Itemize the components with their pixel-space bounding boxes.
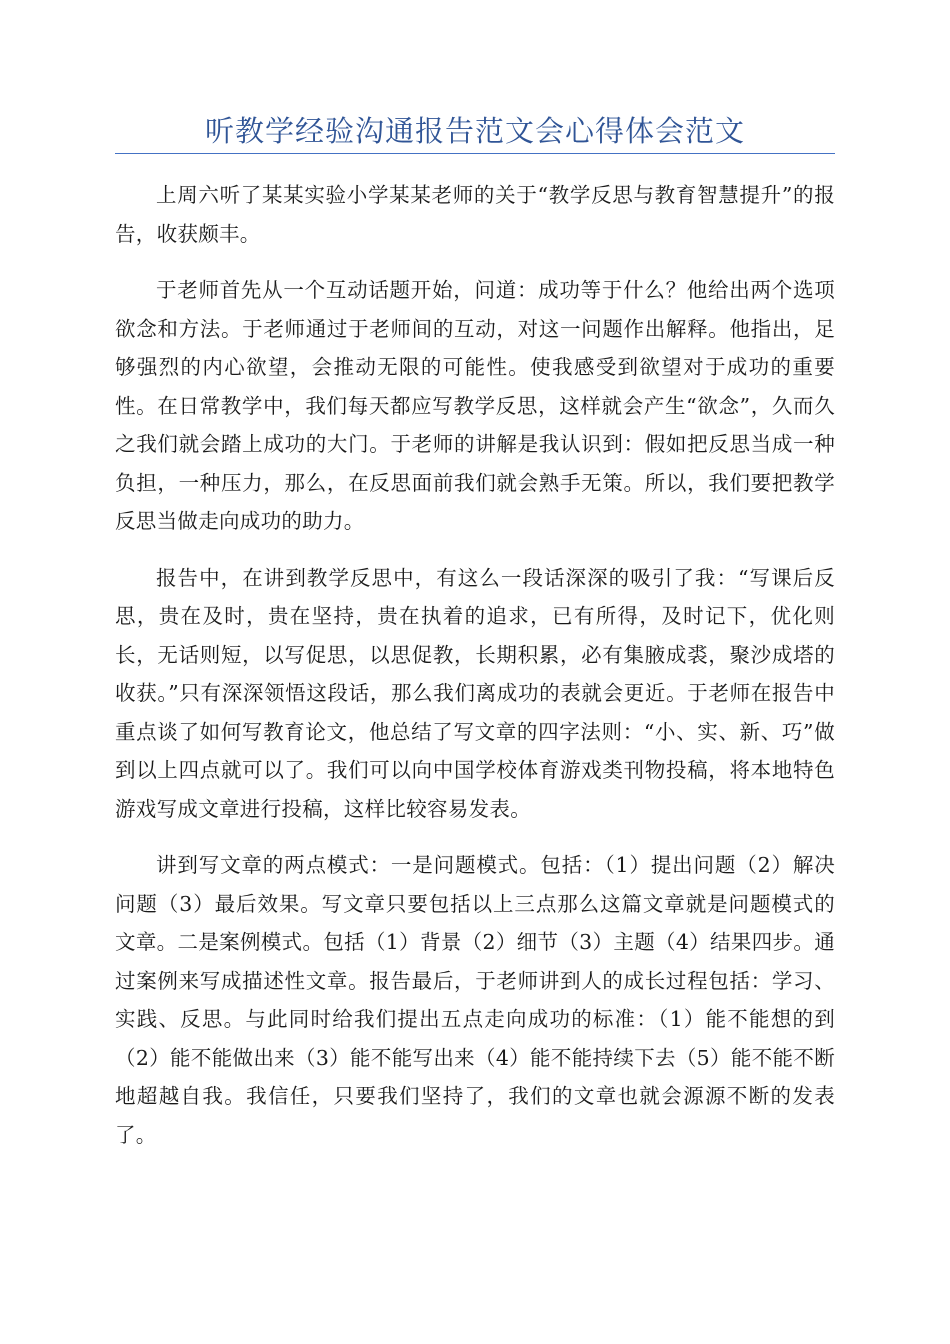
document-page	[115, 0, 835, 1172]
paragraph-1: 上周六听了某某实验小学某某老师的关于“教学反思与教育智慧提升”的报告，收获颇丰。	[115, 183, 835, 246]
paragraph-2: 于老师首先从一个互动话题开始，问道：成功等于什么？他给出两个选项欲念和方法。于老师通过于老师间的互动，对这一问题作出解释。他指出，足够强烈的内心欲望，会推动无限的可能性。使我感受到欲望对于成功的重要性。在日常教学中，我们每天都应写教学反思，这样就会产生“欲念”，久而久之我们就会踏上成功的大门。于老师的讲解是我认识到：假如把反思当成一种负担，一种压力，那么，在反思面前我们就会熟手无策。所以，我们要把教学反思当做走向成功的助力。	[115, 278, 835, 533]
document-title: 听教学经验沟通报告范文会心得体会范文	[204, 114, 745, 148]
paragraph-3: 报告中，在讲到教学反思中，有这么一段话深深的吸引了我：“写课后反思，贵在及时，贵在坚持，贵在执着的追求，已有所得，及时记下，优化则长，无话则短，以写促思，以思促教，长期积累，必有集腋成裘，聚沙成塔的收获。”只有深深领悟这段话，那么我们离成功的表就会更近。于老师在报告中重点谈了如何写教育论文，他总结了写文章的四字法则：“小、实、新、巧”做到以上四点就可以了。我们可以向中国学校体育游戏类刊物投稿，将本地特色游戏写成文章进行投稿，这样比较容易发表。	[115, 565, 835, 821]
document-body	[115, 154, 835, 1154]
paragraph-4: 讲到写文章的两点模式：一是问题模式。包括：（1）提出问题（2）解决问题（3）最后效果。写文章只要包括以上三点那么这篇文章就是问题模式的文章。二是案例模式。包括（1）背景（2）细节（3）主题（4）结果四步。通过案例来写成描述性文章。报告最后，于老师讲到人的成长过程包括：学习、实践、反思。与此同时给我们提出五点走向成功的标准：（1）能不能想的到（2）能不能做出来（3）能不能写出来（4）能不能持续下去（5）能不能不断地超越自我。我信任，只要我们坚持了，我们的文章也就会源源不断的发表了。	[115, 853, 835, 1147]
